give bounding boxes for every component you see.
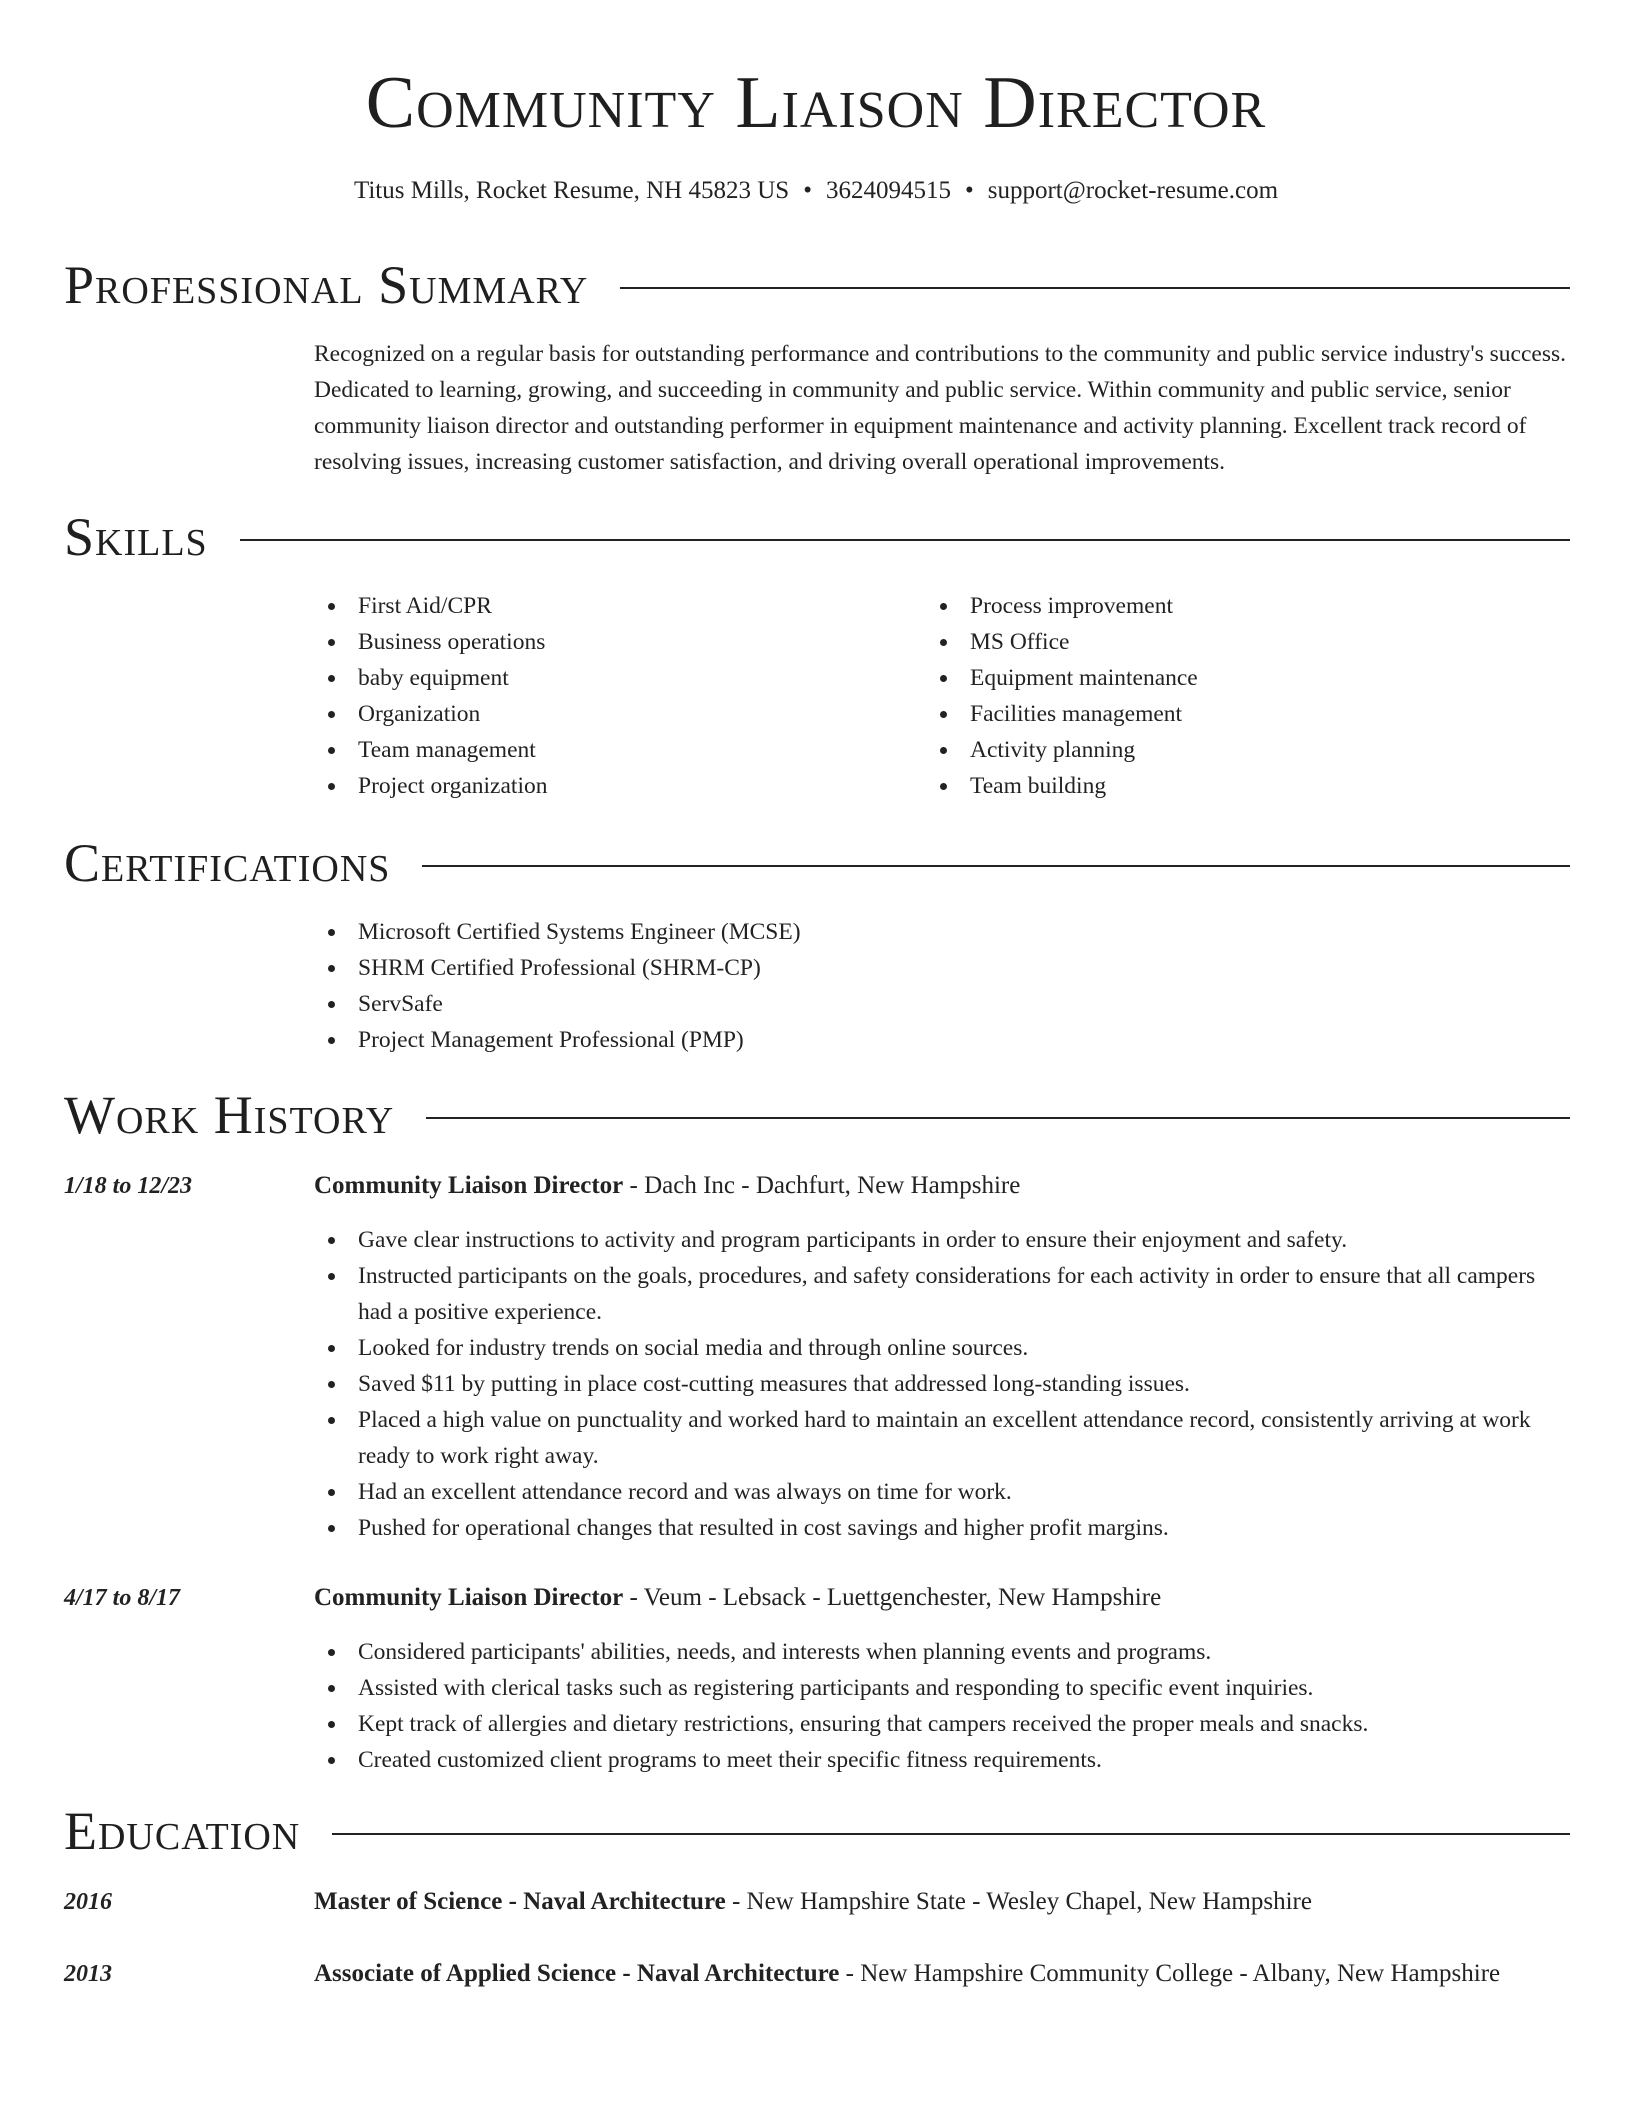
skill-item: Process improvement xyxy=(926,588,1566,624)
job-bullet: Considered participants' abilities, needs, and interests when planning events and programs. xyxy=(314,1634,1570,1670)
skill-item: Team building xyxy=(926,768,1566,804)
skills-section-header xyxy=(64,502,1570,572)
skill-item: MS Office xyxy=(926,624,1566,660)
contact-line xyxy=(0,174,1632,208)
contact-separator: • xyxy=(964,177,974,204)
skill-item: Equipment maintenance xyxy=(926,660,1566,696)
job-dates: 4/17 to 8/17 xyxy=(64,1585,181,1611)
education-degree: Master of Science - Naval Architecture xyxy=(314,1888,726,1915)
job-heading xyxy=(314,1167,1570,1205)
summary-heading: Professional Summary xyxy=(64,255,589,315)
job-bullet: Kept track of allergies and dietary restrictions, ensuring that campers received the proper meals and snacks. xyxy=(314,1706,1570,1742)
skills-list-right xyxy=(926,588,1566,804)
summary-text: Recognized on a regular basis for outstanding performance and contributions to the community and public service industry's success. Dedicated to learning, growing, and succeeding in community and public service. Within community and public service, senior community liaison director and outstanding performer in equipment maintenance and activity planning. Excellent track record of resolving issues, increasing customer satisfaction, and driving overall operational improvements. xyxy=(314,341,1567,475)
education-year: 2016 xyxy=(64,1889,112,1915)
skill-item: baby equipment xyxy=(314,660,914,696)
education-heading-line xyxy=(314,1883,1570,1921)
contact-email: support@rocket-resume.com xyxy=(987,177,1279,204)
job-bullet: Created customized client programs to meet their specific fitness requirements. xyxy=(314,1742,1570,1778)
contact-address: Titus Mills, Rocket Resume, NH 45823 US xyxy=(353,177,790,204)
education-heading: Education xyxy=(64,1801,301,1861)
job-bullet: Pushed for operational changes that resulted in cost savings and higher profit margins. xyxy=(314,1510,1570,1546)
skill-item: Project organization xyxy=(314,768,914,804)
summary-section-header xyxy=(64,250,1570,320)
job-bullets xyxy=(314,1222,1570,1546)
work-section-header xyxy=(64,1080,1570,1150)
education-year: 2013 xyxy=(64,1961,112,1987)
job-employer: - Dach Inc - Dachfurt, New Hampshire xyxy=(623,1172,1021,1199)
section-divider xyxy=(332,1833,1570,1835)
certifications-section-header xyxy=(64,828,1570,898)
certifications-list xyxy=(314,914,1570,1058)
certification-item: SHRM Certified Professional (SHRM-CP) xyxy=(314,950,1570,986)
job-bullet: Gave clear instructions to activity and program participants in order to ensure their enjoyment and safety. xyxy=(314,1222,1570,1258)
skill-item: Facilities management xyxy=(926,696,1566,732)
job-bullet: Placed a high value on punctuality and worked hard to maintain an excellent attendance record, consistently arriving at work ready to work right away. xyxy=(314,1402,1570,1474)
skill-item: First Aid/CPR xyxy=(314,588,914,624)
certification-item: Microsoft Certified Systems Engineer (MCSE) xyxy=(314,914,1570,950)
skill-item: Activity planning xyxy=(926,732,1566,768)
job-bullet: Saved $11 by putting in place cost-cutting measures that addressed long-standing issues. xyxy=(314,1366,1570,1402)
job-employer: - Veum - Lebsack - Luettgenchester, New Hampshire xyxy=(623,1584,1162,1611)
certification-item: Project Management Professional (PMP) xyxy=(314,1022,1570,1058)
job-heading xyxy=(314,1579,1570,1617)
skills-list-left xyxy=(314,588,914,804)
skill-item: Organization xyxy=(314,696,914,732)
section-divider xyxy=(240,539,1570,541)
education-degree: Associate of Applied Science - Naval Architecture xyxy=(314,1960,840,1987)
education-section-header xyxy=(64,1796,1570,1866)
skill-item: Team management xyxy=(314,732,914,768)
job-bullets xyxy=(314,1634,1570,1778)
section-divider xyxy=(422,865,1570,867)
job-bullet: Had an excellent attendance record and was always on time for work. xyxy=(314,1474,1570,1510)
certifications-heading: Certifications xyxy=(64,833,391,893)
contact-separator: • xyxy=(803,177,812,204)
job-title: Community Liaison Director xyxy=(314,1172,624,1199)
job-bullet: Looked for industry trends on social media and through online sources. xyxy=(314,1330,1570,1366)
job-dates: 1/18 to 12/23 xyxy=(64,1173,193,1199)
skill-item: Business operations xyxy=(314,624,914,660)
education-school: - New Hampshire Community College - Albany, New Hampshire xyxy=(839,1960,1501,1987)
skills-heading: Skills xyxy=(64,507,208,567)
contact-phone: 3624094515 xyxy=(825,177,951,204)
work-heading: Work History xyxy=(64,1085,395,1145)
section-divider xyxy=(620,287,1570,289)
resume-name-title: Community Liaison Director xyxy=(365,62,1267,144)
education-heading-line xyxy=(314,1955,1570,1993)
certification-item: ServSafe xyxy=(314,986,1570,1022)
section-divider xyxy=(426,1117,1570,1119)
job-title: Community Liaison Director xyxy=(314,1584,624,1611)
education-school: - New Hampshire State - Wesley Chapel, New Hampshire xyxy=(725,1888,1312,1915)
job-bullet: Instructed participants on the goals, procedures, and safety considerations for each activity in order to ensure that all campers had a positive experience. xyxy=(314,1258,1570,1330)
job-bullet: Assisted with clerical tasks such as registering participants and responding to specific event inquiries. xyxy=(314,1670,1570,1706)
